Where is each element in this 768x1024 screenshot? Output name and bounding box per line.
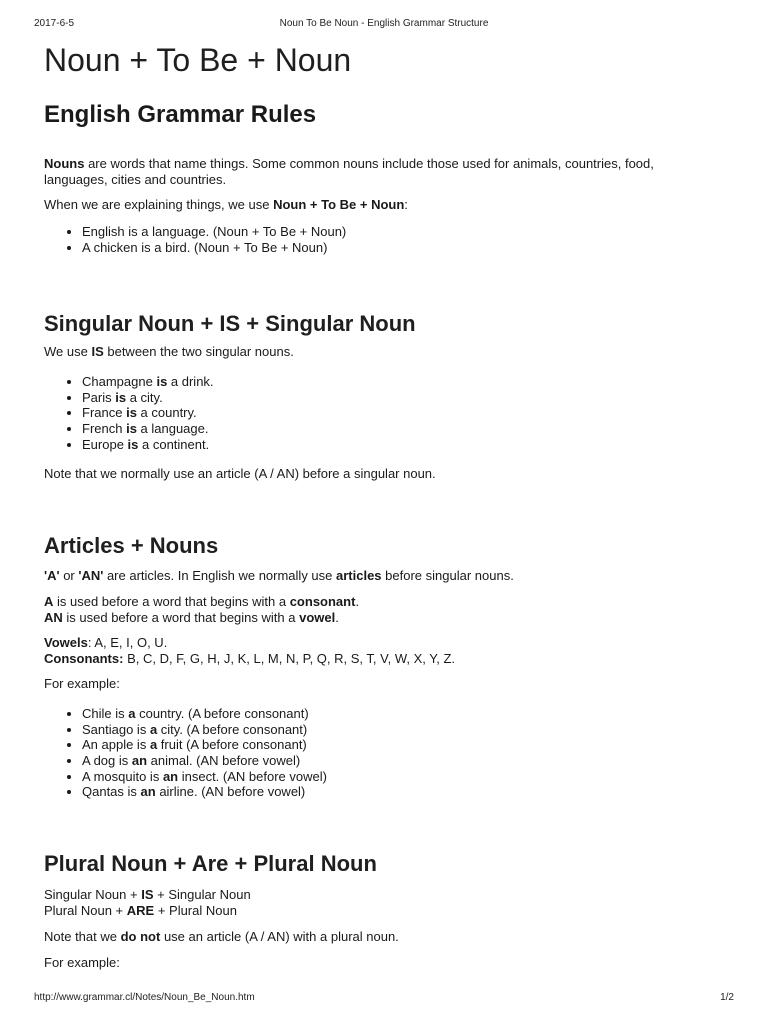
example-pre: A mosquito is xyxy=(82,768,163,784)
example-bold: an xyxy=(131,752,148,768)
consonants-list: B, C, D, F, G, H, J, K, L, M, N, P, Q, R, S, T, V, W, X, Y, Z. xyxy=(123,651,456,667)
example-post: animal. (AN before vowel) xyxy=(147,752,301,768)
intro-usage-post: : xyxy=(404,197,408,212)
example-bold: is xyxy=(126,405,137,421)
list-item xyxy=(82,421,704,437)
example-post: a continent. xyxy=(138,436,210,452)
consonants-label: Consonants: xyxy=(44,651,124,667)
plural-rules xyxy=(44,887,704,919)
intro-usage-paragraph xyxy=(44,197,704,213)
plural-rule2-post: + Plural Noun xyxy=(154,902,237,918)
intro-usage-bold: Noun + To Be + Noun xyxy=(273,197,405,212)
list-item: • A chicken is a bird. (Noun + To Be + Noun) xyxy=(82,240,704,256)
rule-an-mid: is used before a word that begins with a xyxy=(62,610,300,626)
articles-rules xyxy=(44,594,704,626)
list-item: • English is a language. (Noun + To Be + Noun) xyxy=(82,224,704,240)
plural-rule2-pre: Plural Noun + xyxy=(44,902,127,918)
singular-intro-bold: IS xyxy=(91,344,104,360)
plural-note xyxy=(44,929,704,945)
example-post: fruit (A before consonant) xyxy=(157,737,307,753)
list-item xyxy=(82,390,704,406)
plural-rule1-pre: Singular Noun + xyxy=(44,886,142,902)
example-bold: is xyxy=(115,389,127,405)
vowels-label: Vowels xyxy=(44,635,88,651)
articles-an-bold: 'AN' xyxy=(78,568,104,584)
intro-examples-list xyxy=(44,224,704,255)
example-bold: a xyxy=(128,706,136,722)
list-item xyxy=(82,769,704,785)
plural-rule2-bold: ARE xyxy=(126,902,155,918)
rule-a-bold: A xyxy=(44,594,54,610)
singular-note: Note that we normally use an article (A / AN) before a singular noun. xyxy=(44,466,436,482)
plural-rule1-bold: IS xyxy=(141,886,154,902)
section-heading-articles: Articles + Nouns xyxy=(44,533,219,559)
page-number: 1/2 xyxy=(720,992,734,1003)
list-item xyxy=(82,737,704,753)
list-item xyxy=(82,405,704,421)
list-item xyxy=(82,784,704,800)
print-doc-title: Noun To Be Noun - English Grammar Structure xyxy=(279,18,489,29)
rule-an-bold: AN xyxy=(44,610,63,626)
articles-or: or xyxy=(59,568,79,584)
list-item xyxy=(82,753,704,769)
example-bold: is xyxy=(156,374,168,390)
letters-list xyxy=(44,635,704,667)
example-pre: French xyxy=(82,420,127,436)
article-content xyxy=(44,40,704,971)
example-pre: Chile is xyxy=(82,706,129,722)
example-pre: An apple is xyxy=(82,737,150,753)
example-pre: Qantas is xyxy=(82,784,141,800)
rule-a-word: consonant xyxy=(289,594,356,610)
example-bold: an xyxy=(140,784,156,800)
articles-intro-mid: are articles. In English we normally use xyxy=(103,568,336,584)
singular-intro xyxy=(44,344,704,360)
plural-note-pre: Note that we xyxy=(44,928,121,944)
page-subtitle: English Grammar Rules xyxy=(44,101,317,128)
example-post: a city. xyxy=(126,389,163,405)
example-post: airline. (AN before vowel) xyxy=(155,784,306,800)
articles-for-example: For example: xyxy=(44,676,120,692)
singular-intro-post: between the two singular nouns. xyxy=(103,344,294,360)
example-pre: France xyxy=(82,405,127,421)
example-bold: is xyxy=(126,420,137,436)
intro-usage-pre: When we are explaining things, we use xyxy=(44,197,274,212)
page-url-link[interactable]: http://www.grammar.cl/Notes/Noun_Be_Noun.htm xyxy=(34,992,255,1003)
example-pre: Europe xyxy=(82,436,128,452)
page-title: Noun + To Be + Noun xyxy=(44,42,352,78)
section-heading-plural: Plural Noun + Are + Plural Noun xyxy=(44,850,377,876)
plural-note-bold: do not xyxy=(120,928,161,944)
list-item xyxy=(82,374,704,390)
example-pre: Paris xyxy=(82,389,116,405)
print-footer xyxy=(34,992,734,1006)
example-post: city. (A before consonant) xyxy=(157,721,308,737)
example-pre: A dog is xyxy=(82,752,132,768)
vowels-list: : A, E, I, O, U. xyxy=(87,635,168,651)
plural-note-post: use an article (A / AN) with a plural noun. xyxy=(160,928,399,944)
articles-examples-list xyxy=(44,706,704,800)
articles-intro-post: before singular nouns. xyxy=(381,568,514,584)
singular-intro-pre: We use xyxy=(44,344,92,360)
example-pre: Champagne xyxy=(82,374,157,390)
intro-text: are words that name things. Some common nouns include those used for animals, countries, food, languages, cities and countries. xyxy=(44,156,654,187)
print-header xyxy=(34,18,734,32)
articles-intro xyxy=(44,568,704,584)
intro-bold-nouns: Nouns xyxy=(44,156,85,171)
articles-word-bold: articles xyxy=(336,568,382,584)
plural-for-example: For example: xyxy=(44,954,120,970)
example-post: country. (A before consonant) xyxy=(135,706,309,722)
rule-an-word: vowel xyxy=(299,610,336,626)
section-heading-singular: Singular Noun + IS + Singular Noun xyxy=(44,311,416,337)
rule-a-post: . xyxy=(355,594,360,610)
list-item xyxy=(82,706,704,722)
example-post: a country. xyxy=(136,405,197,421)
rule-a-mid: is used before a word that begins with a xyxy=(53,594,290,610)
example-bold: a xyxy=(149,721,158,737)
singular-examples-list xyxy=(44,374,704,452)
example-pre: Santiago is xyxy=(82,721,150,737)
list-item xyxy=(82,437,704,453)
intro-paragraph xyxy=(44,156,704,188)
example-bold: is xyxy=(127,436,139,452)
articles-a-bold: 'A' xyxy=(44,568,60,584)
rule-an-post: . xyxy=(335,610,339,626)
plural-rule1-post: + Singular Noun xyxy=(153,886,251,902)
example-post: insect. (AN before vowel) xyxy=(178,768,327,784)
print-date: 2017-6-5 xyxy=(34,18,75,29)
example-post: a language. xyxy=(136,420,209,436)
example-bold: an xyxy=(162,768,179,784)
list-item xyxy=(82,722,704,738)
example-bold: a xyxy=(149,737,158,753)
example-post: a drink. xyxy=(167,374,214,390)
